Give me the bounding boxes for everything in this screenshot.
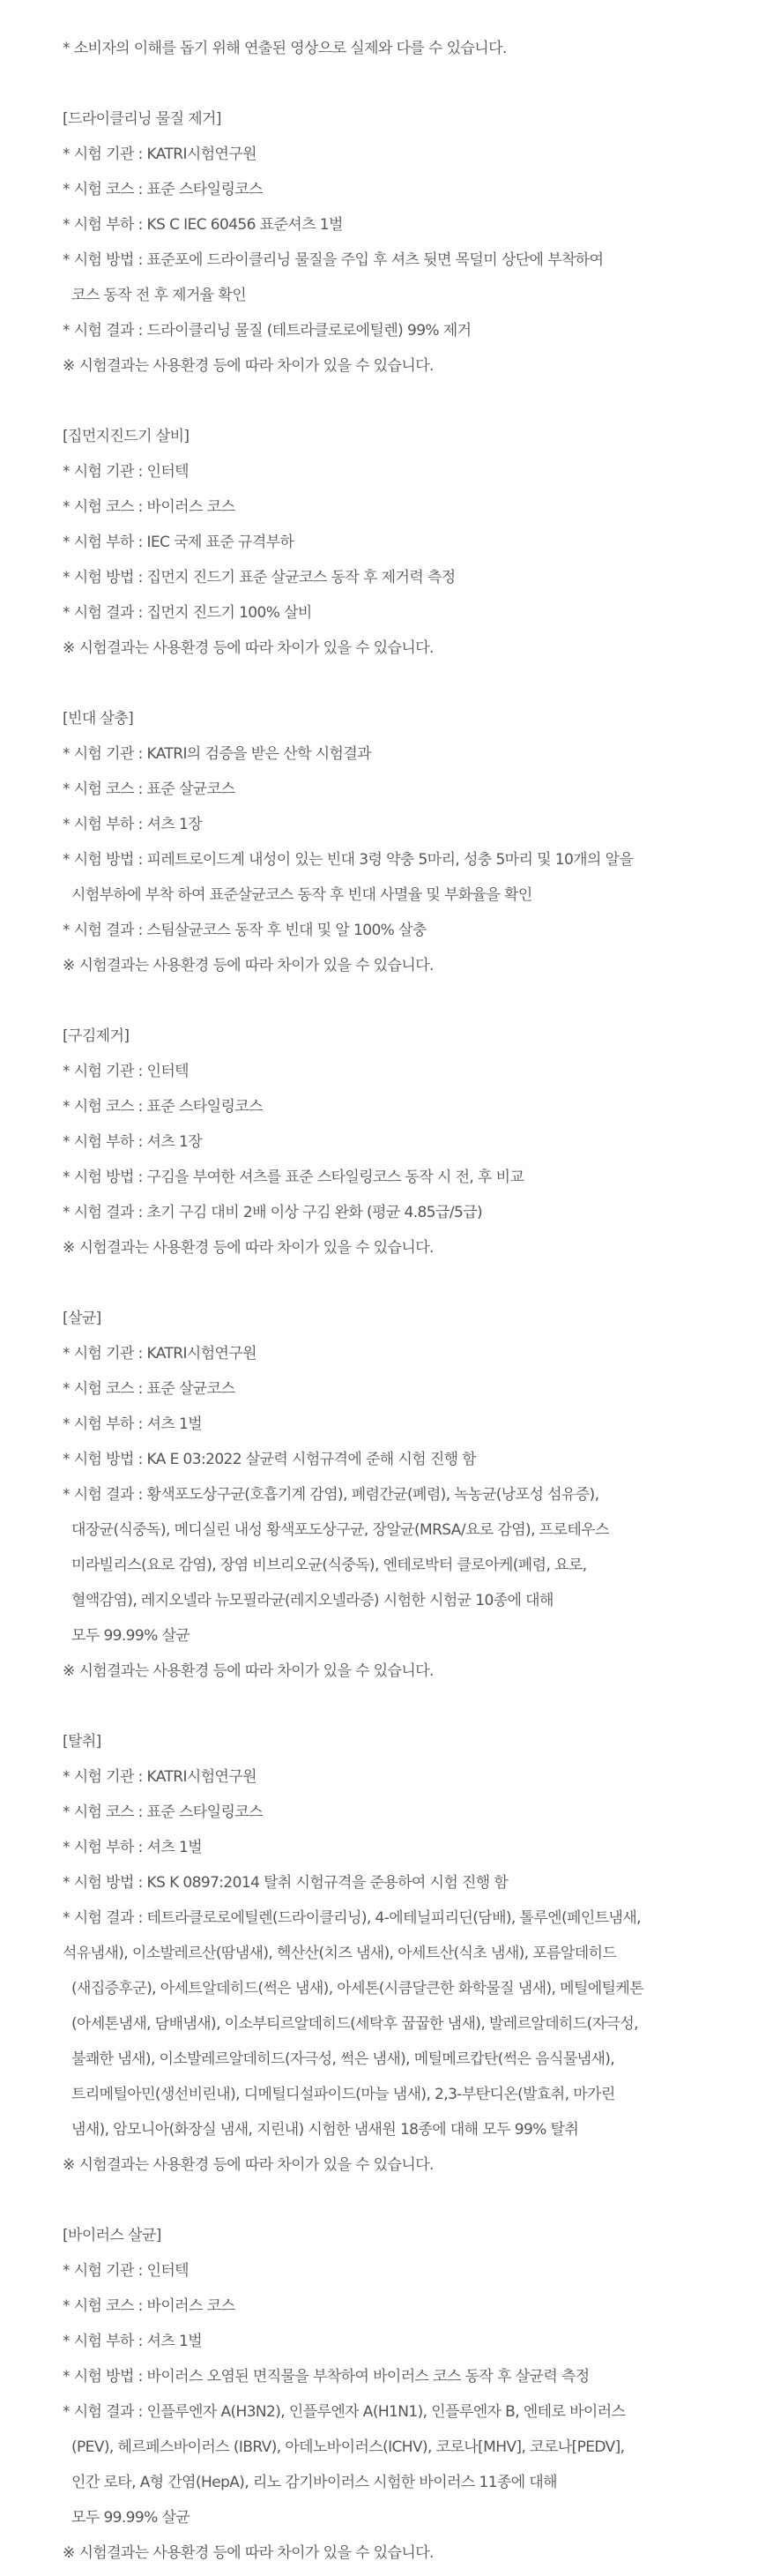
test-info-line: * 시험 방법 : 표준포에 드라이클리닝 물질을 주입 후 셔츠 뒷면 목덜미 상단에 부착하여 <box>63 251 604 269</box>
test-info-line: * 시험 코스 : 표준 살균코스 <box>63 1380 235 1398</box>
test-info-line: * 시험 방법 : KA E 03:2022 살균력 시험규격에 준해 시험 진행 함 <box>63 1451 477 1468</box>
result-note: ※ 시험결과는 사용환경 등에 따라 차이가 있을 수 있습니다. <box>63 639 434 657</box>
continuation-line: 혈액감염), 레지오넬라 뉴모필라균(레지오넬라증) 시험한 시험균 10종에 대해 <box>71 1592 554 1609</box>
test-info-line: * 소비자의 이해를 돕기 위해 연출된 영상으로 실제와 다를 수 있습니다. <box>63 40 507 57</box>
test-result-section <box>63 424 758 671</box>
test-info-line: * 시험 결과 : 집먼지 진드기 100% 살비 <box>63 604 312 622</box>
test-info-line: * 시험 코스 : 바이러스 코스 <box>63 498 235 516</box>
test-info-line: * 시험 코스 : 표준 스타일링코스 <box>63 1098 263 1116</box>
test-info-line: * 시험 코스 : 바이러스 코스 <box>63 2297 235 2315</box>
section-spacer <box>63 389 758 424</box>
section-heading: [빈대 살충] <box>63 710 134 728</box>
result-note: ※ 시험결과는 사용환경 등에 따라 차이가 있을 수 있습니다. <box>63 1239 434 1257</box>
test-info-line: * 시험 기관 : KATRI의 검증을 받은 산학 시험결과 <box>63 745 371 763</box>
section-spacer <box>63 671 758 706</box>
test-result-section <box>63 107 758 389</box>
section-heading: [구김제거] <box>63 1027 130 1045</box>
test-info-line: * 시험 결과 : 황색포도상구균(호흡기계 감염), 폐렴간균(폐렴), 녹농균(낭포성 섬유증), <box>63 1486 599 1504</box>
test-info-line: * 시험 기관 : KATRI시험연구원 <box>63 1345 257 1363</box>
continuation-line: (새집증후군), 아세트알데히드(썩은 냄새), 아세톤(시큼달큰한 화학물질 냄새), 메틸에틸케톤 <box>71 1980 644 1997</box>
continuation-line: 시험부하에 부착 하여 표준살균코스 동작 후 빈대 사멸율 및 부화율을 확인 <box>71 886 532 904</box>
test-result-section <box>63 2223 758 2576</box>
continuation-line: 석유냄새), 이소발레르산(땀냄새), 헥산산(치즈 냄새), 아세트산(식초 냄새), 포름알데히드 <box>63 1945 617 1962</box>
test-result-section <box>63 706 758 989</box>
test-info-line: * 시험 코스 : 표준 스타일링코스 <box>63 181 263 198</box>
result-note: ※ 시험결과는 사용환경 등에 따라 차이가 있을 수 있습니다. <box>63 1662 434 1680</box>
test-info-line: * 시험 기관 : 인터텍 <box>63 1063 189 1080</box>
section-heading: [바이러스 살균] <box>63 2227 161 2244</box>
test-info-line: * 시험 결과 : 드라이클리닝 물질 (테트라클로로에틸렌) 99% 제거 <box>63 322 472 340</box>
continuation-line: 냄새), 암모니아(화장실 냄새, 지린내) 시험한 냄새원 18종에 대해 모두 99% 탈취 <box>71 2121 579 2139</box>
continuation-line: (PEV), 헤르페스바이러스 (IBRV), 아데노바이러스(ICHV), 코로나[MHV], 코로나[PEDV], <box>71 2438 625 2456</box>
test-info-line: * 시험 기관 : KATRI시험연구원 <box>63 146 257 163</box>
continuation-line: (아세톤냄새, 담배냄새), 이소부티르알데히드(세탁후 꿉꿉한 냄새), 발레르알데히드(자극성, <box>71 2015 638 2033</box>
test-info-line: * 시험 결과 : 스팀살균코스 동작 후 빈대 및 알 100% 살충 <box>63 922 427 939</box>
test-info-line: * 시험 부하 : 셔츠 1벌 <box>63 1415 203 1433</box>
test-info-line: * 시험 결과 : 테트라클로로에틸렌(드라이클리닝), 4-에테닐피리딘(담배), 톨루엔(페인트냄새, <box>63 1909 641 1927</box>
continuation-line: 모두 99.99% 살균 <box>71 1627 190 1645</box>
test-info-line: * 시험 부하 : 셔츠 1벌 <box>63 1839 203 1856</box>
test-info-line: * 시험 부하 : KS C IEC 60456 표준셔츠 1벌 <box>63 216 343 234</box>
section-spacer <box>63 1694 758 1729</box>
test-info-line: * 시험 부하 : IEC 국제 표준 규격부하 <box>63 534 294 551</box>
test-info-line: * 시험 기관 : 인터텍 <box>63 463 189 481</box>
test-info-line: * 시험 방법 : KS K 0897:2014 탈취 시험규격을 준용하여 시험 진행 함 <box>63 1874 509 1892</box>
continuation-line: 인간 로타, A형 간염(HepA), 리노 감기바이러스 시험한 바이러스 11종에 대해 <box>71 2474 558 2491</box>
test-info-line: * 시험 방법 : 집먼지 진드기 표준 살균코스 동작 후 제거력 측정 <box>63 569 456 586</box>
test-result-section <box>63 1306 758 1694</box>
section-spacer <box>63 71 758 107</box>
result-note: ※ 시험결과는 사용환경 등에 따라 차이가 있을 수 있습니다. <box>63 357 434 375</box>
continuation-line: 대장균(식중독), 메디실린 내성 황색포도상구균, 장알균(MRSA/요로 감염), 프로테우스 <box>71 1521 609 1539</box>
result-note: ※ 시험결과는 사용환경 등에 따라 차이가 있을 수 있습니다. <box>63 2156 434 2174</box>
test-info-line: * 시험 부하 : 셔츠 1벌 <box>63 2333 203 2350</box>
test-result-section <box>63 1729 758 2188</box>
test-info-line: * 시험 코스 : 표준 스타일링코스 <box>63 1803 263 1821</box>
section-heading: [드라이클리닝 물질 제거] <box>63 110 221 128</box>
continuation-line: 트리메틸아민(생선비린내), 디메틸디설파이드(마늘 냄새), 2,3-부탄디온(발효취, 마가린 <box>71 2086 615 2103</box>
test-info-line: * 시험 결과 : 인플루엔자 A(H3N2), 인플루엔자 A(H1N1), 인플루엔자 B, 엔테로 바이러스 <box>63 2403 626 2421</box>
test-info-line: * 시험 코스 : 표준 살균코스 <box>63 780 235 798</box>
continuation-line: 불쾌한 냄새), 이소발레르알데히드(자극성, 썩은 냄새), 메틸메르캅탄(썩은 음식물냄새), <box>71 2050 615 2068</box>
test-result-section <box>63 1024 758 1271</box>
continuation-line: 미라빌리스(요로 감염), 장염 비브리오균(식중독), 엔테로박터 클로아케(폐렴, 요로, <box>71 1557 587 1574</box>
test-info-line: * 시험 방법 : 피레트로이드계 내성이 있는 빈대 3령 약충 5마리, 성충 5마리 및 10개의 알을 <box>63 851 634 869</box>
section-heading: [탈취] <box>63 1733 101 1751</box>
section-heading: [집먼지진드기 살비] <box>63 428 190 445</box>
section-spacer <box>63 989 758 1024</box>
test-info-line: * 시험 기관 : KATRI시험연구원 <box>63 1768 257 1786</box>
continuation-line: 모두 99.99% 살균 <box>71 2509 190 2527</box>
section-spacer <box>63 1271 758 1306</box>
test-info-line: * 시험 결과 : 초기 구김 대비 2배 이상 구김 완화 (평균 4.85급/5급) <box>63 1204 483 1221</box>
result-note: ※ 시험결과는 사용환경 등에 따라 차이가 있을 수 있습니다. <box>63 2544 434 2562</box>
continuation-line: 코스 동작 전 후 제거율 확인 <box>71 287 247 304</box>
section-heading: [살균] <box>63 1310 101 1327</box>
test-info-line: * 시험 방법 : 바이러스 오염된 면직물을 부착하여 바이러스 코스 동작 후 살균력 측정 <box>63 2368 590 2386</box>
section-spacer <box>63 2188 758 2223</box>
video-disclaimer-section <box>63 36 758 71</box>
test-info-line: * 시험 방법 : 구김을 부여한 셔츠를 표준 스타일링코스 동작 시 전, 후 비교 <box>63 1169 524 1186</box>
test-info-line: * 시험 부하 : 셔츠 1장 <box>63 1133 203 1151</box>
test-info-line: * 시험 기관 : 인터텍 <box>63 2262 189 2280</box>
result-note: ※ 시험결과는 사용환경 등에 따라 차이가 있을 수 있습니다. <box>63 957 434 974</box>
test-info-line: * 시험 부하 : 셔츠 1장 <box>63 816 203 833</box>
